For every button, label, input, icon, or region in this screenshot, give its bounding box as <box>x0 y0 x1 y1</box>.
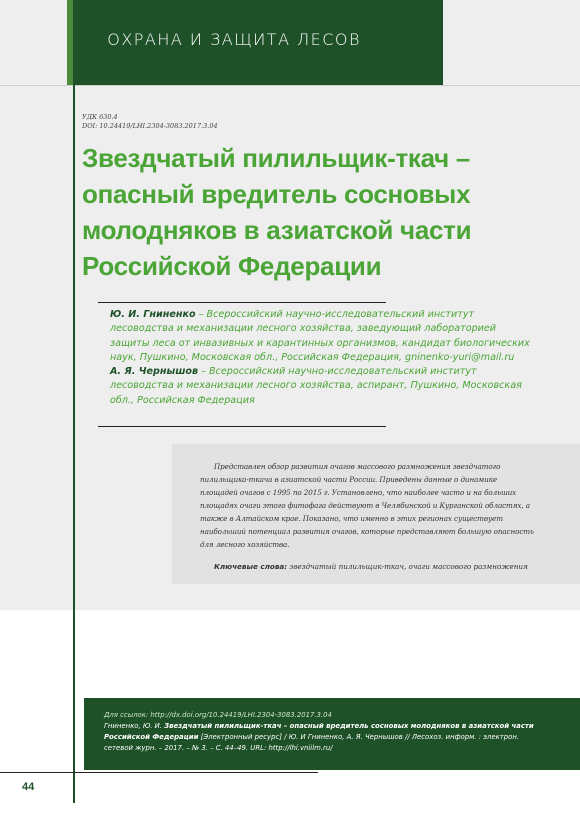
author-affiliation: – Всероссийский научно-исследовательский институт лесоводства и механизации лесного хозяйства, аспирант, Пушкино, Московская обл., Российская Федерация <box>110 366 522 406</box>
header-divider <box>0 85 580 86</box>
author-name: А. Я. Чернышов <box>110 366 199 378</box>
footer-rule <box>0 772 318 773</box>
citation-authors: Гниненко, Ю. И. <box>104 722 165 730</box>
citation-details: [Электронный ресурс] / Ю. И Гниненко, А. Я. Чернышов // Лесохоз. информ. : электрон. сетевой журн. – 2017. – № 3. – С. 44–49. URL: http://lhi.vniilm.ru/ <box>104 733 520 752</box>
abstract-text: Представлен обзор развития очагов массового размножения звездчатого пилильщика-ткача в азиатской части России. Приведены данные о динамике площадей очагов с 1995 по 2015 г. Установлено, что наиболее часто и на больших площадях очаги этого фитофага действуют в Челябинской и Курганской областях, а также в Алтайском крае. Показано, что именно в этих регионах существует наибольший потенциал развития очагов, которые представляют большую опасность для лесного хозяйства. <box>200 462 534 549</box>
author-entry <box>110 308 530 365</box>
author-entry <box>110 365 530 408</box>
authors-rule-top <box>98 302 386 303</box>
title-line: опасный вредитель сосновых <box>82 179 471 209</box>
keywords-list: звездчатый пилильщик-ткач, очаги массового размножения <box>287 562 528 571</box>
keywords <box>214 562 554 571</box>
section-title: ОХРАНА И ЗАЩИТА ЛЕСОВ <box>107 30 361 49</box>
citation-block <box>104 710 544 754</box>
authors-block <box>110 308 530 408</box>
left-margin-rule <box>73 85 75 803</box>
title-line: Российской Федерации <box>82 251 382 281</box>
title-line: Звездчатый пилильщик-ткач – <box>82 143 471 173</box>
article-meta <box>82 113 218 131</box>
keywords-label: Ключевые слова: <box>214 562 288 571</box>
page-number: 44 <box>22 781 35 793</box>
title-line: молодняков в азиатской части <box>82 215 472 245</box>
citation-title: Звездчатый пилильщик-ткач – опасный вредитель сосновых молодняков в азиатской части Российской Федерации <box>104 722 534 741</box>
citation-link[interactable]: Для ссылок: http://dx.doi.org/10.24419/LHI.2304-3083.2017.3.04 <box>104 711 332 719</box>
author-name: Ю. И. Гниненко <box>110 309 196 320</box>
article-title <box>82 140 502 284</box>
doi: DOI: 10.24419/LHI.2304-3083.2017.3.04 <box>82 122 218 130</box>
author-affiliation: – Всероссийский научно-исследовательский институт лесоводства и механизации лесного хозяйства, заведующий лабораторией защиты леса от инвазивных и карантинных организмов, кандидат биологических наук, Пушкино, Московская обл., Российская Федерация, gninenko-yuri@mail.ru <box>110 309 530 363</box>
authors-rule-bottom <box>98 426 386 427</box>
citation-reference <box>104 721 544 754</box>
udk-code: УДК 630.4 <box>82 113 118 121</box>
